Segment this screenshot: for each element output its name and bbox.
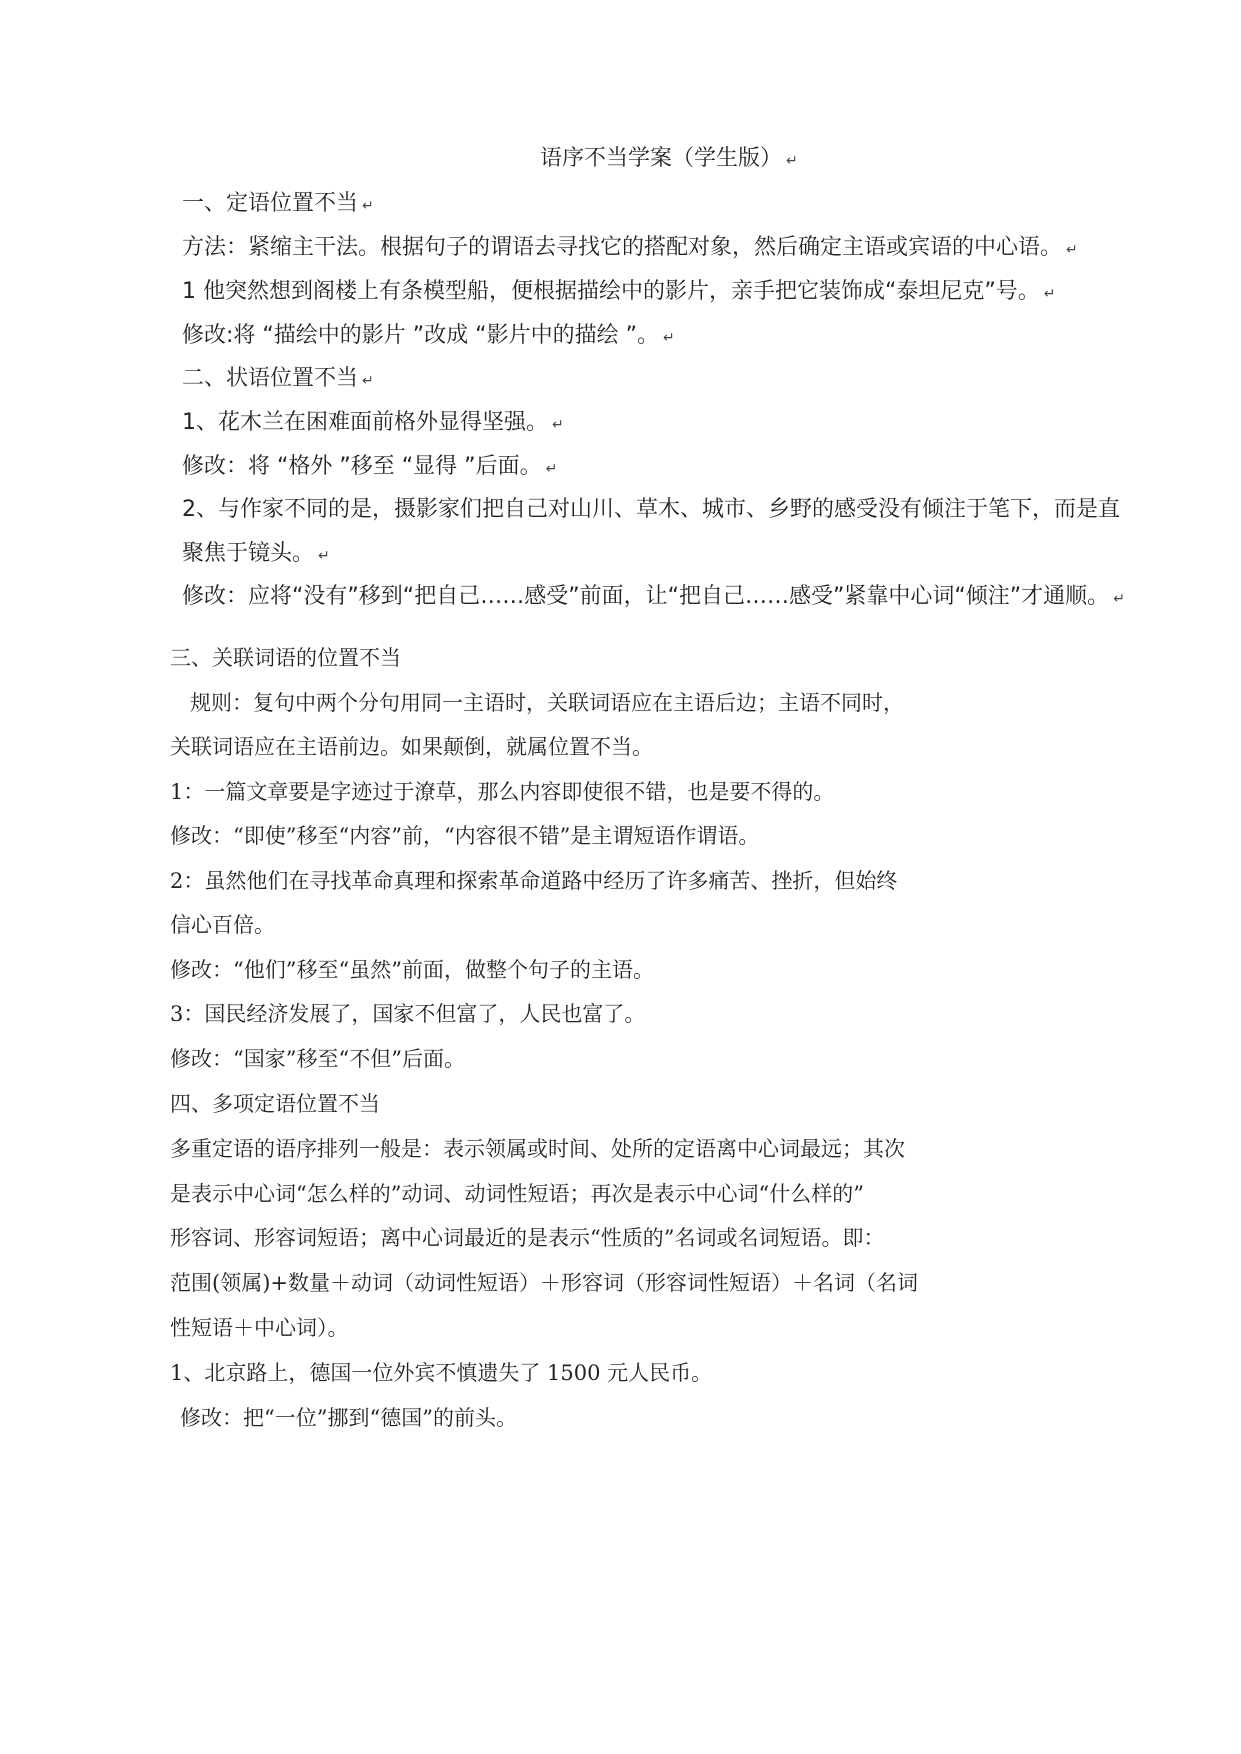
text-line: 修改：“他们”移至“虽然”前面，做整个句子的主语。 [170, 958, 654, 982]
text-line: 聚焦于镜头。 [182, 541, 315, 566]
text-line: 修改：应将“没有”移到“把自己……感受”前面，让“把自己……感受”紧靠中心词“倾注”才通顺。 [182, 584, 1110, 609]
rule-line-5 [170, 1228, 884, 1249]
text-line: 信心百倍。 [170, 913, 275, 937]
revision-line-2 [182, 456, 557, 478]
document-title [540, 148, 798, 170]
text-line: 修改：“国家”移至“不但”后面。 [170, 1047, 465, 1071]
example-line-2 [182, 412, 564, 434]
paragraph-mark-icon: ↵ [545, 461, 558, 477]
example-line-4 [170, 782, 834, 803]
text-line: 范围(领属)+数量＋动词（动词性短语）＋形容词（形容词性短语）＋名词（名词 [170, 1271, 918, 1295]
paragraph-mark-icon: ↵ [1066, 242, 1078, 258]
rule-line-2 [170, 737, 653, 758]
paragraph-mark-icon: ↵ [662, 330, 675, 346]
document-title-text: 语序不当学案（学生版） [540, 146, 783, 171]
paragraph-mark-icon: ↵ [1113, 591, 1125, 607]
text-line: 修改：把“一位”挪到“德国”的前头。 [180, 1406, 517, 1430]
example-line-6 [170, 1004, 645, 1025]
example-line-7 [170, 1363, 712, 1384]
text-line: 修改:将 “描绘中的影片 ”改成 “影片中的描绘 ”。 [182, 323, 659, 348]
section-heading-2 [182, 368, 374, 390]
text-line: 修改：“即使”移至“内容”前，“内容很不错”是主谓短语作谓语。 [170, 824, 760, 848]
rule-line-6 [170, 1273, 918, 1294]
example-line-3-cont [182, 543, 330, 565]
text-line: 3：国民经济发展了，国家不但富了，人民也富了。 [170, 1002, 646, 1026]
revision-line-1 [182, 325, 675, 347]
section-heading-4 [170, 1094, 380, 1115]
method-line [182, 237, 1078, 259]
text-line: 二、状语位置不当 [182, 366, 359, 391]
paragraph-mark-icon: ↵ [318, 548, 330, 564]
paragraph-mark-icon: ↵ [1043, 286, 1056, 302]
revision-line-3 [182, 586, 1125, 608]
paragraph-mark-icon: ↵ [552, 417, 564, 433]
text-line: 2、与作家不同的是，摄影家们把自己对山川、草木、城市、乡野的感受没有倾注于笔下，而是直 [182, 497, 1121, 522]
text-line: 性短语＋中心词）。 [170, 1316, 349, 1340]
text-line: 1、花木兰在困难面前格外显得坚强。 [182, 410, 548, 435]
text-line: 方法：紧缩主干法。根据句子的谓语去寻找它的搭配对象，然后确定主语或宾语的中心语。 [182, 235, 1063, 260]
text-line: 1、北京路上，德国一位外宾不慎遗失了 1500 元人民币。 [170, 1361, 713, 1385]
text-line: 形容词、形容词短语；离中心词最近的是表示“性质的”名词或名词短语。即： [170, 1226, 885, 1250]
text-line: 四、多项定语位置不当 [170, 1092, 380, 1116]
text-line: 多重定语的语序排列一般是：表示领属或时间、处所的定语离中心词最远；其次 [170, 1137, 905, 1161]
text-line: 1 他突然想到阁楼上有条模型船，便根据描绘中的影片，亲手把它装饰成“泰坦尼克”号。 [182, 279, 1040, 304]
section-heading-1 [182, 193, 374, 215]
text-line: 修改：将 “格外 ”移至 “显得 ”后面。 [182, 454, 542, 479]
revision-line-5 [170, 960, 654, 981]
rule-line-7 [170, 1318, 349, 1339]
revision-line-4 [170, 826, 759, 847]
rule-line-1 [190, 693, 904, 714]
revision-line-6 [170, 1049, 465, 1070]
paragraph-mark-icon: ↵ [362, 373, 374, 389]
text-line: 三、关联词语的位置不当 [170, 646, 401, 670]
revision-line-7 [180, 1408, 517, 1429]
section-heading-3 [170, 648, 401, 669]
example-line-5 [170, 871, 897, 892]
text-line: 2：虽然他们在寻找革命真理和探索革命道路中经历了许多痛苦、挫折，但始终 [170, 869, 898, 893]
paragraph-mark-icon: ↵ [362, 198, 374, 214]
rule-line-4 [170, 1184, 864, 1205]
example-line-3 [182, 499, 1120, 521]
rule-line-3 [170, 1139, 905, 1160]
example-line-1 [182, 281, 1056, 303]
text-line: 一、定语位置不当 [182, 191, 359, 216]
text-line: 规则：复句中两个分句用同一主语时，关联词语应在主语后边；主语不同时， [190, 691, 904, 715]
text-line: 关联词语应在主语前边。如果颠倒，就属位置不当。 [170, 735, 653, 759]
text-line: 1：一篇文章要是字迹过于潦草，那么内容即使很不错，也是要不得的。 [170, 780, 835, 804]
paragraph-mark-icon: ↵ [786, 153, 798, 169]
example-line-5-cont [170, 915, 275, 936]
text-line: 是表示中心词“怎么样的”动词、动词性短语；再次是表示中心词“什么样的” [170, 1182, 864, 1206]
